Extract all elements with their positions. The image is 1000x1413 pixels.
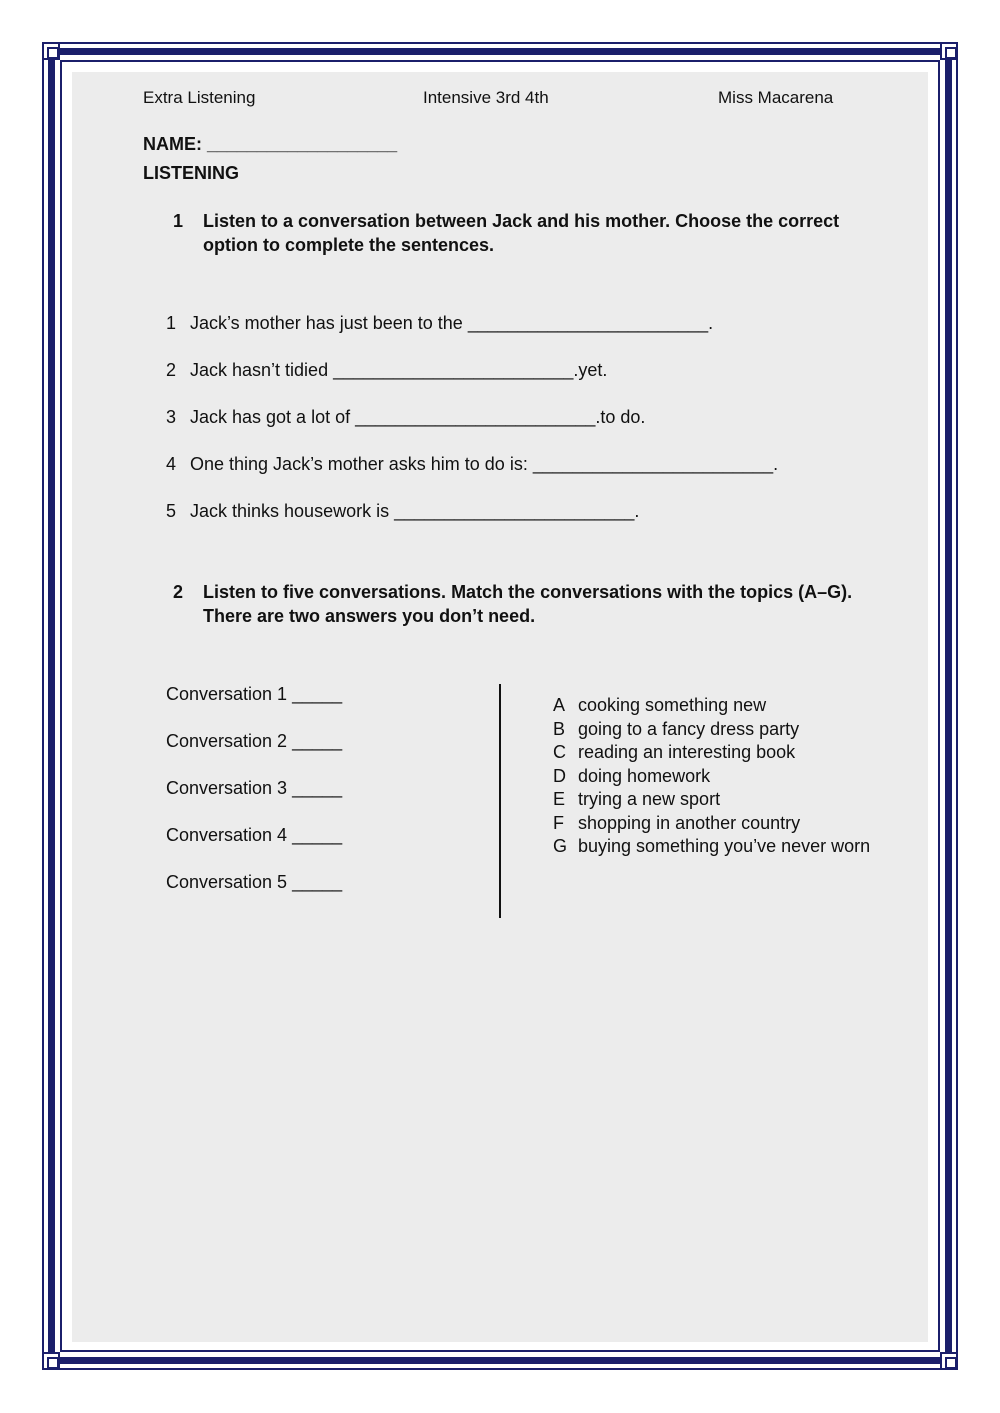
topic-item (553, 694, 873, 718)
topic-letter: E (553, 789, 566, 809)
header-course: Extra Listening (143, 88, 256, 107)
conversation-item: Conversation 4 _____ (166, 825, 343, 845)
topic-text: shopping in another country (578, 812, 801, 833)
topic-text: going to a fancy dress party (578, 718, 800, 739)
topic-text: reading an interesting book (578, 742, 796, 762)
sentence-number: 1 (166, 313, 177, 333)
sentence-text: Jack’s mother has just been to the ________________________. (190, 313, 714, 333)
topic-item (553, 741, 873, 765)
exercise2-instruction-text: Listen to five conversations. Match the conversations with the topics (A–G). There are two answers you don’t need. (203, 582, 853, 626)
corner-ornament-top-right (940, 42, 958, 60)
topic-letter: G (553, 836, 568, 856)
exercise1-instruction (173, 209, 853, 257)
topic-item (553, 835, 873, 859)
sentence-text: One thing Jack’s mother asks him to do is: ________________________. (190, 454, 779, 474)
corner-ornament-bottom-right (940, 1352, 958, 1370)
name-field: NAME: ___________________ (143, 134, 398, 154)
sentence-number: 4 (166, 454, 177, 474)
sentence-number: 3 (166, 407, 177, 427)
sentence-item (166, 454, 778, 475)
sentence-number: 2 (166, 360, 177, 380)
sentence-text: Jack hasn’t tidied ________________________.yet. (190, 360, 608, 380)
conversation-item: Conversation 1 _____ (166, 684, 343, 704)
topic-item (553, 788, 873, 812)
topic-letter: B (553, 718, 566, 739)
topic-text: cooking something new (578, 695, 767, 715)
topic-item (553, 718, 873, 742)
sentence-item (166, 501, 639, 522)
topic-item (553, 812, 873, 836)
topic-item (553, 765, 873, 789)
exercise1-instruction-text: Listen to a conversation between Jack and his mother. Choose the correct option to complete the sentences. (203, 211, 840, 255)
sentence-item (166, 313, 713, 334)
topic-letter: F (553, 812, 564, 833)
header-level: Intensive 3rd 4th (423, 88, 549, 107)
sentence-item (166, 407, 645, 428)
exercise1-number: 1 (173, 211, 184, 231)
sentence-item (166, 360, 607, 381)
conversation-item: Conversation 3 _____ (166, 778, 343, 798)
exercise2-number: 2 (173, 582, 184, 602)
section-title: LISTENING (143, 163, 240, 183)
conversation-item: Conversation 5 _____ (166, 872, 343, 892)
header-teacher: Miss Macarena (718, 88, 834, 107)
topic-text: trying a new sport (578, 789, 721, 809)
sentence-number: 5 (166, 501, 177, 521)
topic-text: doing homework (578, 765, 711, 786)
conversation-item: Conversation 2 _____ (166, 731, 343, 751)
topic-letter: D (553, 765, 566, 786)
sentence-text: Jack thinks housework is ________________________. (190, 501, 640, 521)
column-divider (499, 684, 501, 918)
exercise2-instruction (173, 580, 853, 628)
topics-list (553, 694, 873, 859)
sentence-text: Jack has got a lot of ________________________.to do. (190, 407, 646, 427)
corner-ornament-top-left (42, 42, 60, 60)
corner-ornament-bottom-left (42, 1352, 60, 1370)
topic-letter: C (553, 742, 566, 762)
topic-letter: A (553, 695, 566, 715)
topic-text: buying something you’ve never worn (578, 836, 871, 856)
